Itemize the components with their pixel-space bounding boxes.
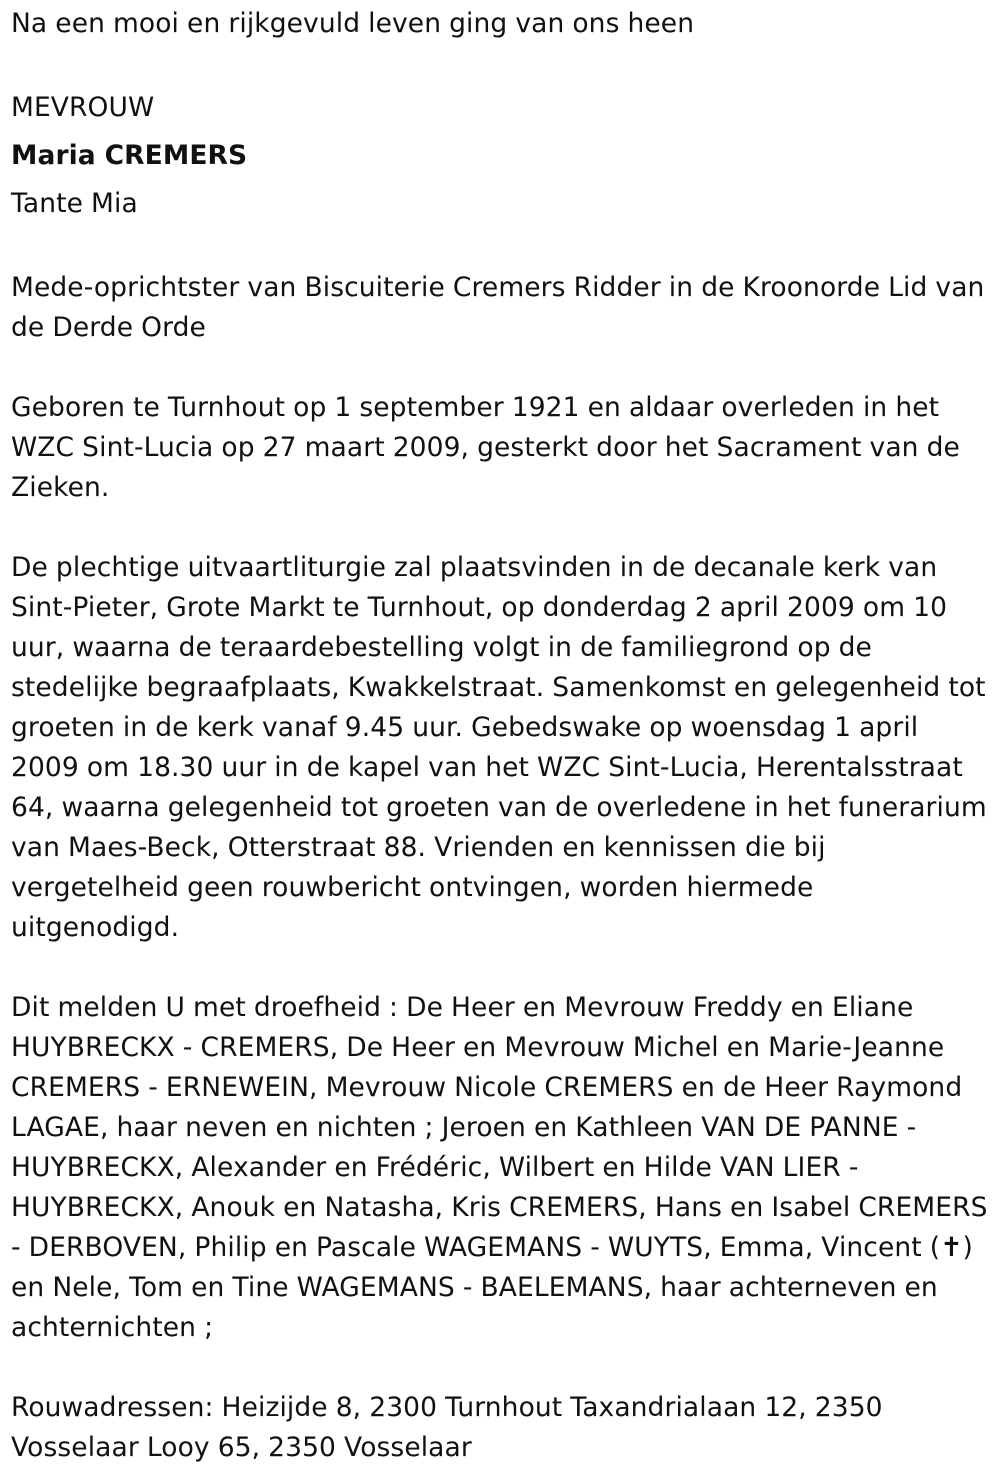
description-paragraph: Mede-oprichtster van Biscuiterie Cremers Ridder in de Kroonorde Lid van de Derde Orde — [11, 272, 985, 343]
funeral-paragraph: De plechtige uitvaartliturgie zal plaatsvinden in de decanale kerk van Sint-Pieter, Grote Markt te Turnhout, op donderdag 2 april 2009 om 10 uur, waarna de teraardebestelling volgt in de familiegrond op de stedelijke begraafplaats, Kwakkelstraat. Samenkomst en gelegenheid tot groeten in de kerk vanaf 9.45 uur. Gebedswake op woensdag 1 april 2009 om 18.30 uur in de kapel van het WZC Sint-Lucia, Herentalsstraat 64, waarna gelegenheid tot groeten van de overledene in het funerarium van Maes-Beck, Otterstraat 88. Vrienden en kennissen die bij vergetelheid geen rouwbericht ontvingen, worden hiermede uitgenodigd. — [11, 552, 987, 943]
honorific-title: MEVROUW — [11, 92, 155, 123]
birth-death-paragraph: Geboren te Turnhout op 1 september 1921 en aldaar overleden in het WZC Sint-Lucia op 27 maart 2009, gesterkt door het Sacrament van de Zieken. — [11, 392, 960, 503]
deceased-nickname: Tante Mia — [11, 188, 138, 219]
deceased-name: Maria CREMERS — [11, 140, 248, 171]
addresses-paragraph: Rouwadressen: Heizijde 8, 2300 Turnhout Taxandrialaan 12, 2350 Vosselaar Looy 65, 2350 Vosselaar — [11, 1392, 883, 1463]
intro-line: Na een mooi en rijkgevuld leven ging van ons heen — [11, 8, 695, 39]
family-paragraph: Dit melden U met droefheid : De Heer en Mevrouw Freddy en Eliane HUYBRECKX - CREMERS, De Heer en Mevrouw Michel en Marie-Jeanne CREMERS - ERNEWEIN, Mevrouw Nicole CREMERS en de Heer Raymond LAGAE, haar neven en nichten ; Jeroen en Kathleen VAN DE PANNE - HUYBRECKX, Alexander en Frédéric, Wilbert en Hilde VAN LIER - HUYBRECKX, Anouk en Natasha, Kris CREMERS, Hans en Isabel CREMERS - DERBOVEN, Philip en Pascale WAGEMANS - WUYTS, Emma, Vincent (✝) en Nele, Tom en Tine WAGEMANS - BAELEMANS, haar achterneven en achternichten ; — [11, 992, 988, 1343]
